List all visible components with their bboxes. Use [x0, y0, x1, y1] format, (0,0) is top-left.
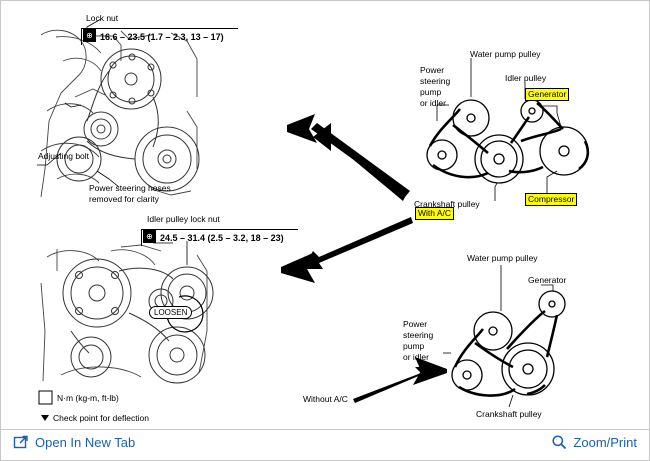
callout-ps-pump-bottom-line2: steering: [403, 330, 434, 340]
label-ps-hoses-line2: removed for clarity: [89, 194, 159, 204]
callout-crankshaft-pulley-top: Crankshaft pulley: [414, 199, 480, 209]
label-ps-hoses-line1: Power steering hoses: [89, 183, 171, 193]
diagram-vector: [1, 1, 650, 431]
open-in-new-tab-label: Open In New Tab: [35, 434, 136, 450]
label-lock-nut: Lock nut: [86, 13, 119, 23]
callout-ps-pump-top-line2: steering: [420, 76, 451, 86]
callout-water-pump-pulley-bottom: Water pump pulley: [467, 253, 538, 263]
callout-ps-pump-bottom-line4: or idler: [403, 352, 429, 362]
label-idler-pulley-lock-nut: Idler pulley lock nut: [147, 214, 220, 224]
idler-lock-nut-torque-value: 24.5 – 31.4 (2.5 – 3.2, 18 – 23): [160, 233, 284, 243]
lock-nut-torque-value: 16.6 – 23.5 (1.7 – 2.3, 13 – 17): [100, 32, 224, 42]
label-with-ac: With A/C: [415, 207, 454, 220]
zoom-print-button[interactable]: [551, 434, 637, 450]
magnifier-icon: [551, 434, 567, 450]
callout-ps-pump-top-line1: Power: [420, 65, 445, 75]
callout-generator-top: Generator: [525, 88, 569, 101]
bottom-toolbar: [0, 430, 650, 461]
label-loosen: LOOSEN: [149, 306, 192, 319]
callout-ps-pump-top-line3: pump: [420, 87, 442, 97]
zoom-print-label: Zoom/Print: [573, 434, 637, 450]
open-in-new-tab-button[interactable]: [13, 434, 135, 450]
callout-crankshaft-pulley-bottom: Crankshaft pulley: [476, 409, 542, 419]
external-link-icon: [13, 434, 29, 450]
callout-compressor: Compressor: [525, 193, 577, 206]
legend-units: N·m (kg-m, ft-lb): [57, 393, 119, 403]
callout-ps-pump-bottom-line1: Power: [403, 319, 428, 329]
callout-idler-pulley: Idler pulley: [505, 73, 547, 83]
torque-icon: ⊕: [83, 29, 96, 42]
callout-ps-pump-bottom-line3: pump: [403, 341, 425, 351]
label-without-ac: Without A/C: [303, 394, 348, 404]
torque-icon: ⊕: [143, 230, 156, 243]
callout-water-pump-pulley-top: Water pump pulley: [470, 49, 541, 59]
label-adjusting-bolt: Adjusting bolt: [38, 151, 90, 161]
callout-generator-bottom: Generator: [528, 275, 567, 285]
callout-ps-pump-top-line4: or idler: [420, 98, 446, 108]
legend-check-point: Check point for deflection: [53, 413, 149, 423]
